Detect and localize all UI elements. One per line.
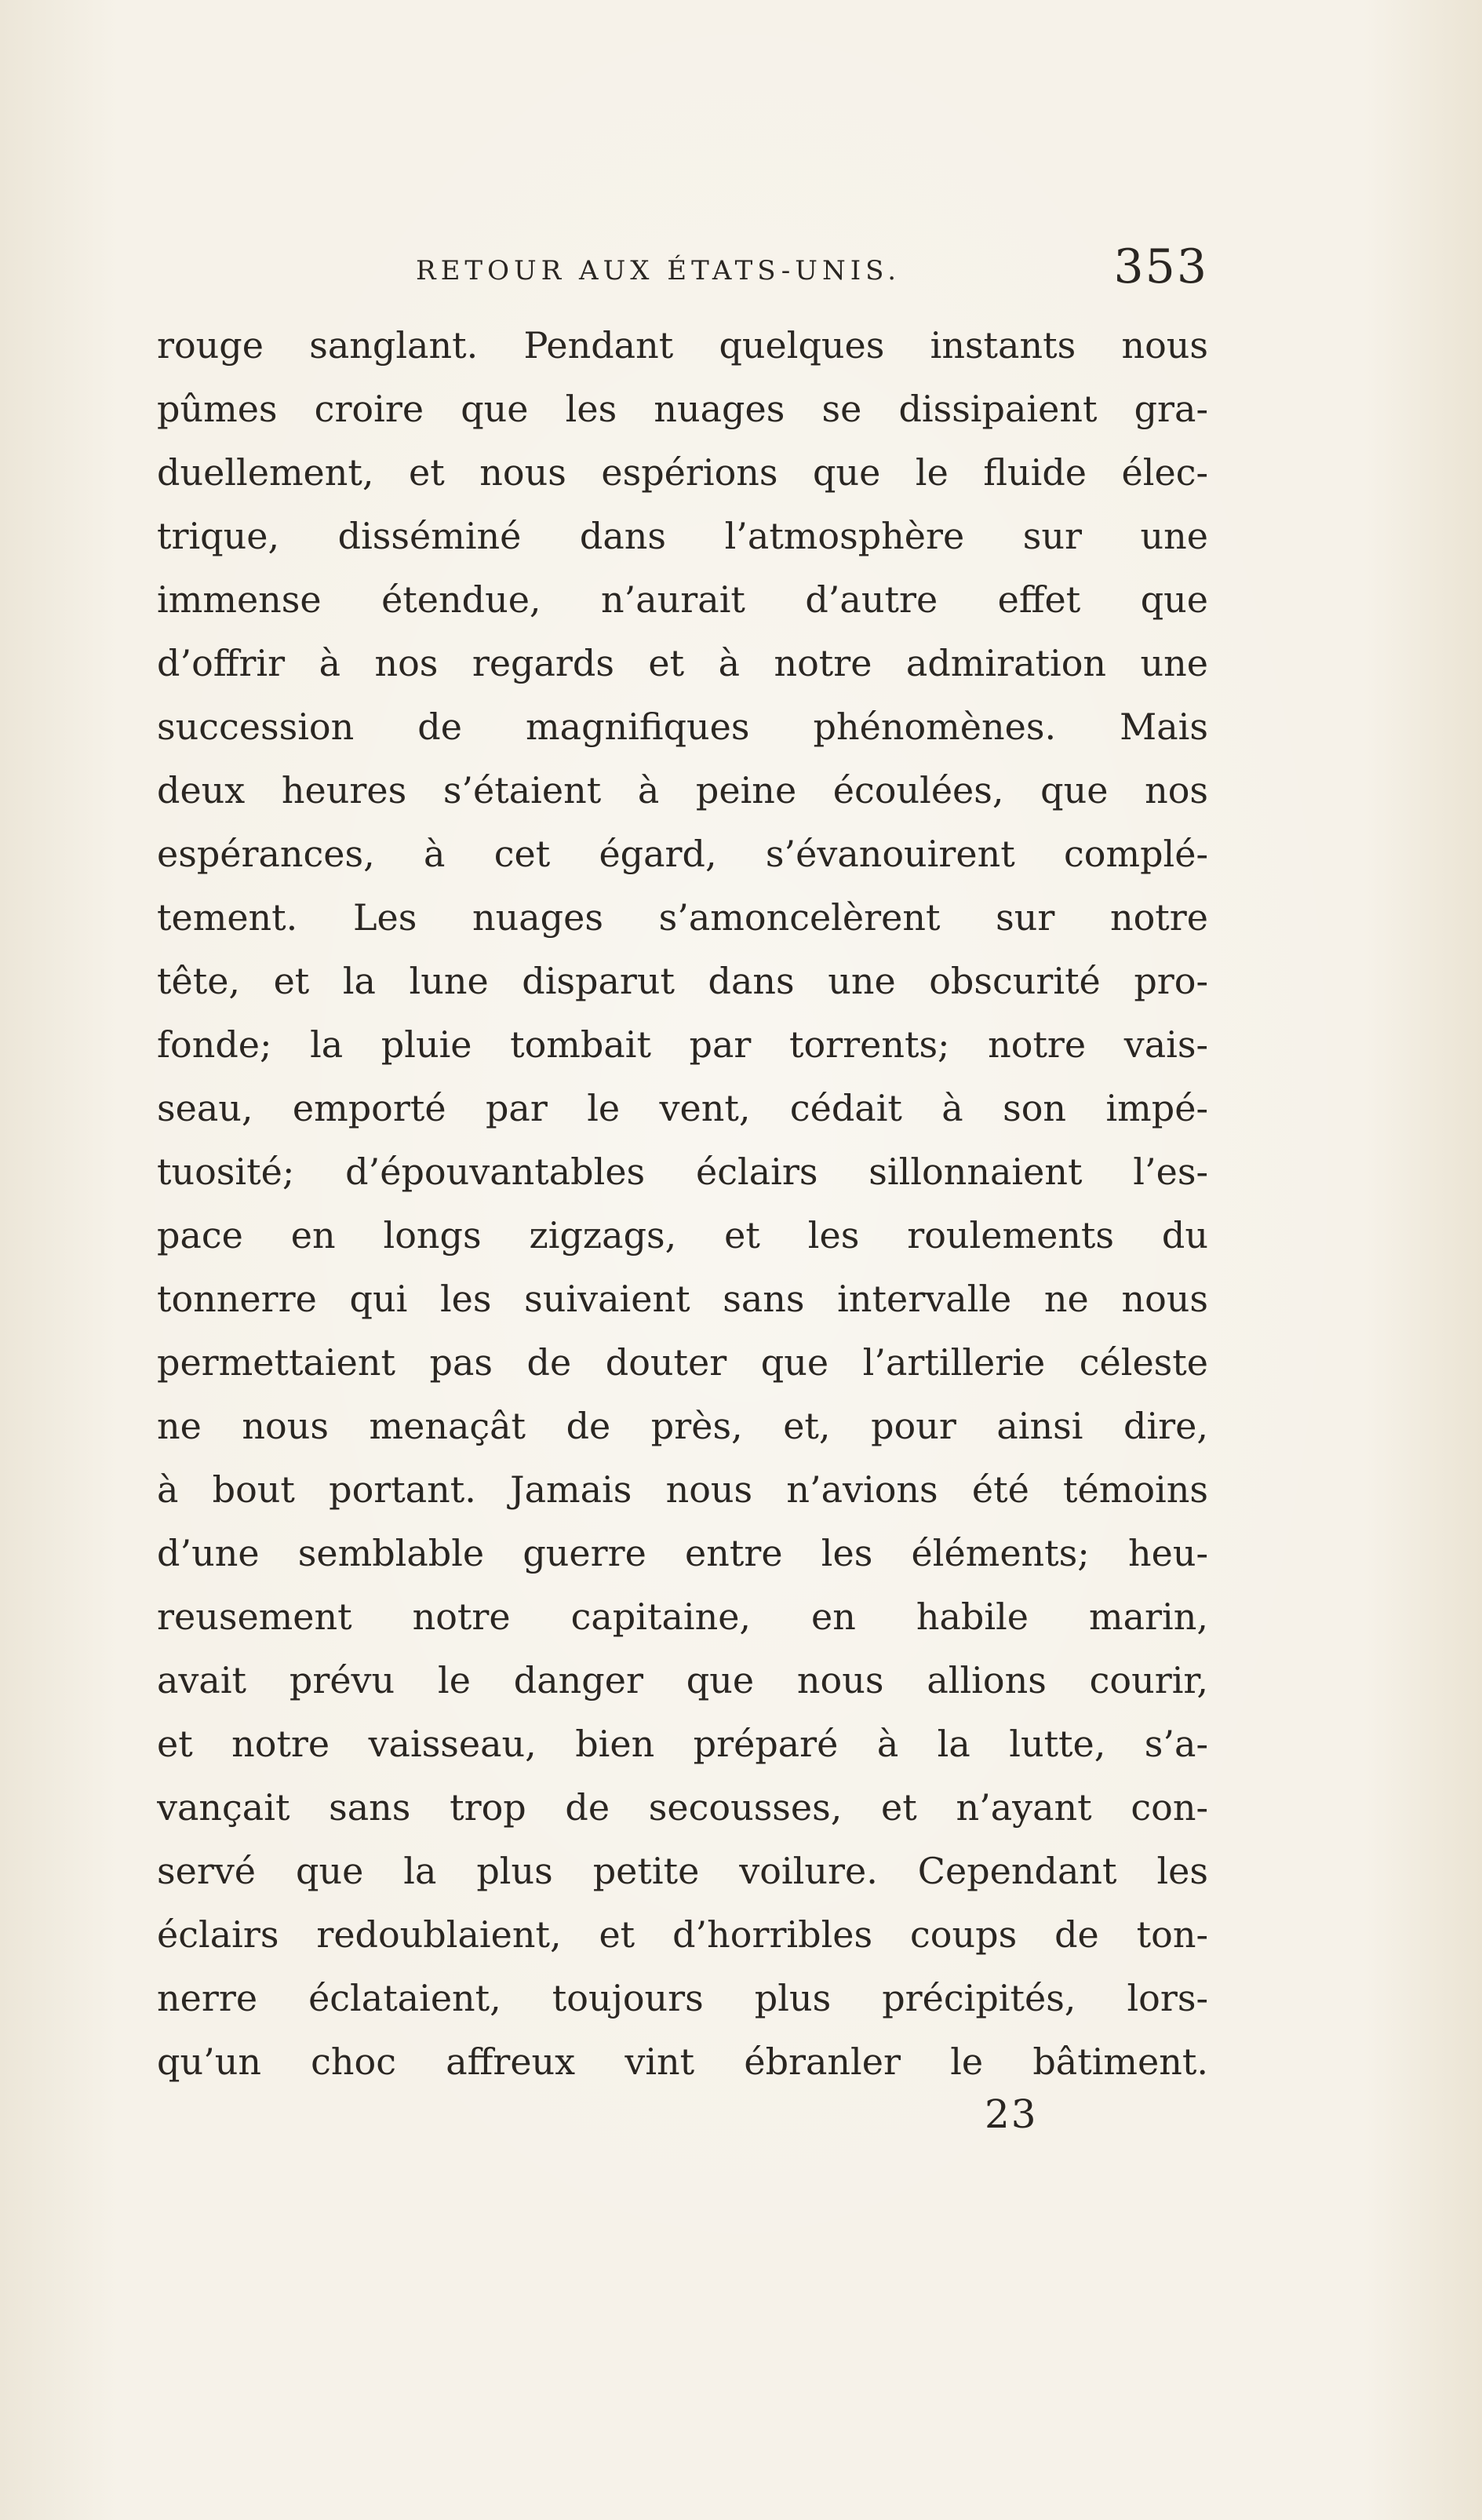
- text-line: nerre éclataient, toujours plus précipités, lors-: [157, 1977, 1208, 2019]
- text-line: succession de magnifiques phénomènes. Mais: [157, 706, 1208, 748]
- text-line: pûmes croire que les nuages se dissipaient gra-: [157, 388, 1208, 430]
- body-text: [157, 314, 1208, 2094]
- text-line: avait prévu le danger que nous allions courir,: [157, 1659, 1208, 1701]
- text-line: tuosité; d’épouvantables éclairs sillonnaient l’es-: [157, 1151, 1208, 1193]
- page-number: 353: [1113, 239, 1208, 294]
- text-line: d’une semblable guerre entre les éléments; heu-: [157, 1532, 1208, 1574]
- text-line: espérances, à cet égard, s’évanouirent complé-: [157, 833, 1208, 875]
- text-line: d’offrir à nos regards et à notre admiration une: [157, 642, 1208, 684]
- text-line: immense étendue, n’aurait d’autre effet que: [157, 578, 1208, 621]
- running-head: RETOUR AUX ÉTATS-UNIS.: [416, 255, 901, 286]
- text-line: trique, disséminé dans l’atmosphère sur une: [157, 515, 1208, 557]
- text-line: permettaient pas de douter que l’artillerie céleste: [157, 1341, 1208, 1384]
- text-line: servé que la plus petite voilure. Cependant les: [157, 1850, 1208, 1892]
- text-line: qu’un choc affreux vint ébranler le bâtiment.: [157, 2040, 1208, 2083]
- signature-mark: 23: [985, 2091, 1038, 2137]
- text-line: reusement notre capitaine, en habile marin,: [157, 1596, 1208, 1638]
- text-line: à bout portant. Jamais nous n’avions été témoins: [157, 1468, 1208, 1511]
- text-line: tonnerre qui les suivaient sans intervalle ne nous: [157, 1278, 1208, 1320]
- text-line: et notre vaisseau, bien préparé à la lutte, s’a-: [157, 1723, 1208, 1765]
- text-line: duellement, et nous espérions que le fluide élec-: [157, 451, 1208, 494]
- text-line: ne nous menaçât de près, et, pour ainsi dire,: [157, 1405, 1208, 1447]
- text-line: tête, et la lune disparut dans une obscurité pro-: [157, 960, 1208, 1002]
- text-line: fonde; la pluie tombait par torrents; notre vais-: [157, 1023, 1208, 1066]
- text-line: tement. Les nuages s’amoncelèrent sur notre: [157, 896, 1208, 939]
- text-line: deux heures s’étaient à peine écoulées, que nos: [157, 769, 1208, 811]
- text-line: vançait sans trop de secousses, et n’ayant con-: [157, 1786, 1208, 1829]
- text-line: rouge sanglant. Pendant quelques instants nous: [157, 324, 1208, 367]
- text-line: pace en longs zigzags, et les roulements du: [157, 1214, 1208, 1256]
- page-header: [157, 239, 1208, 302]
- text-line: seau, emporté par le vent, cédait à son impé-: [157, 1087, 1208, 1129]
- text-line: éclairs redoublaient, et d’horribles coups de ton-: [157, 1913, 1208, 1956]
